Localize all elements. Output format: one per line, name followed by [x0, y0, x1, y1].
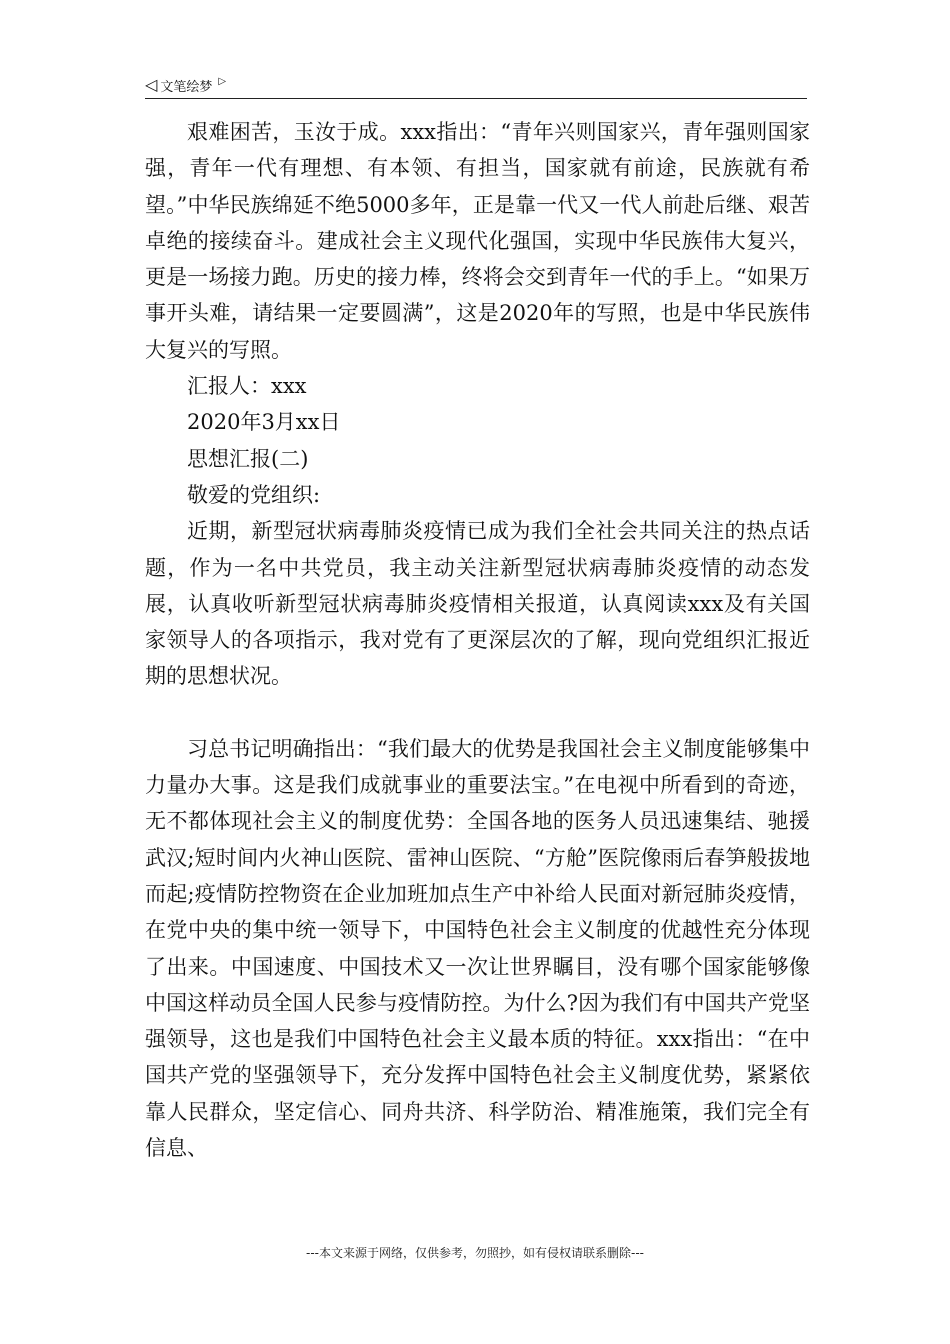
paragraph-system-advantage: 习总书记明确指出：“我们最大的优势是我国社会主义制度能够集中力量办大事。这是我们成就事业的重要法宝。”在电视中所看到的奇迹，无不都体现社会主义的制度优势：全国各地的医务人员迅速集结、驰援武汉;短时间内火神山医院、雷神山医院、“方舱”医院像雨后春笋般拔地而起;疫情防控物资在企业加班加点生产中补给人民面对新冠肺炎疫情，在党中央的集中统一领导下，中国特色社会主义制度的优越性充分体现了出来。中国速度、中国技术又一次让世界瞩目，没有哪个国家能够像中国这样动员全国人民参与疫情防控。为什么?因为我们有中国共产党坚强领导，这也是我们中国特色社会主义最本质的特征。xxx指出：“在中国共产党的坚强领导下，充分发挥中国特色社会主义制度优势，紧紧依靠人民群众，坚定信心、同舟共济、科学防治、精准施策，我们完全有信息、: [145, 736, 810, 1161]
triangle-left-icon: ◁: [145, 75, 158, 94]
document-body: [145, 114, 810, 1166]
salutation: 敬爱的党组织:: [187, 482, 321, 507]
reporter-line: 汇报人：xxx: [187, 374, 307, 399]
section-title: 思想汇报(二): [187, 446, 309, 471]
page-footer: ---本文来源于网络，仅供参考，勿照抄，如有侵权请联系删除---: [306, 1246, 644, 1260]
triangle-right-icon: ▷: [218, 76, 227, 87]
date-line: 2020年3月xx日: [187, 410, 341, 435]
paragraph-epidemic: 近期，新型冠状病毒肺炎疫情已成为我们全社会共同关注的热点话题，作为一名中共党员，我主动关注新型冠状病毒肺炎疫情的动态发展，认真收听新型冠状病毒肺炎疫情相关报道，认真阅读xxx及有关国家领导人的各项指示，我对党有了更深层次的了解，现向党组织汇报近期的思想状况。: [145, 519, 810, 689]
page-header: [145, 72, 807, 99]
paragraph-gap: [145, 695, 810, 731]
header-title: 文笔绘梦: [160, 79, 213, 95]
paragraph-youth: 艰难困苦，玉汝于成。xxx指出：“青年兴则国家兴，青年强则国家强，青年一代有理想、有本领、有担当，国家就有前途，民族就有希望。”中华民族绵延不绝5000多年，正是靠一代又一代人前赴后继、艰苦卓绝的接续奋斗。建成社会主义现代化强国，实现中华民族伟大复兴，更是一场接力跑。历史的接力棒，终将会交到青年一代的手上。“如果万事开头难，请结果一定要圆满”，这是2020年的写照，也是中华民族伟大复兴的写照。: [145, 120, 810, 362]
